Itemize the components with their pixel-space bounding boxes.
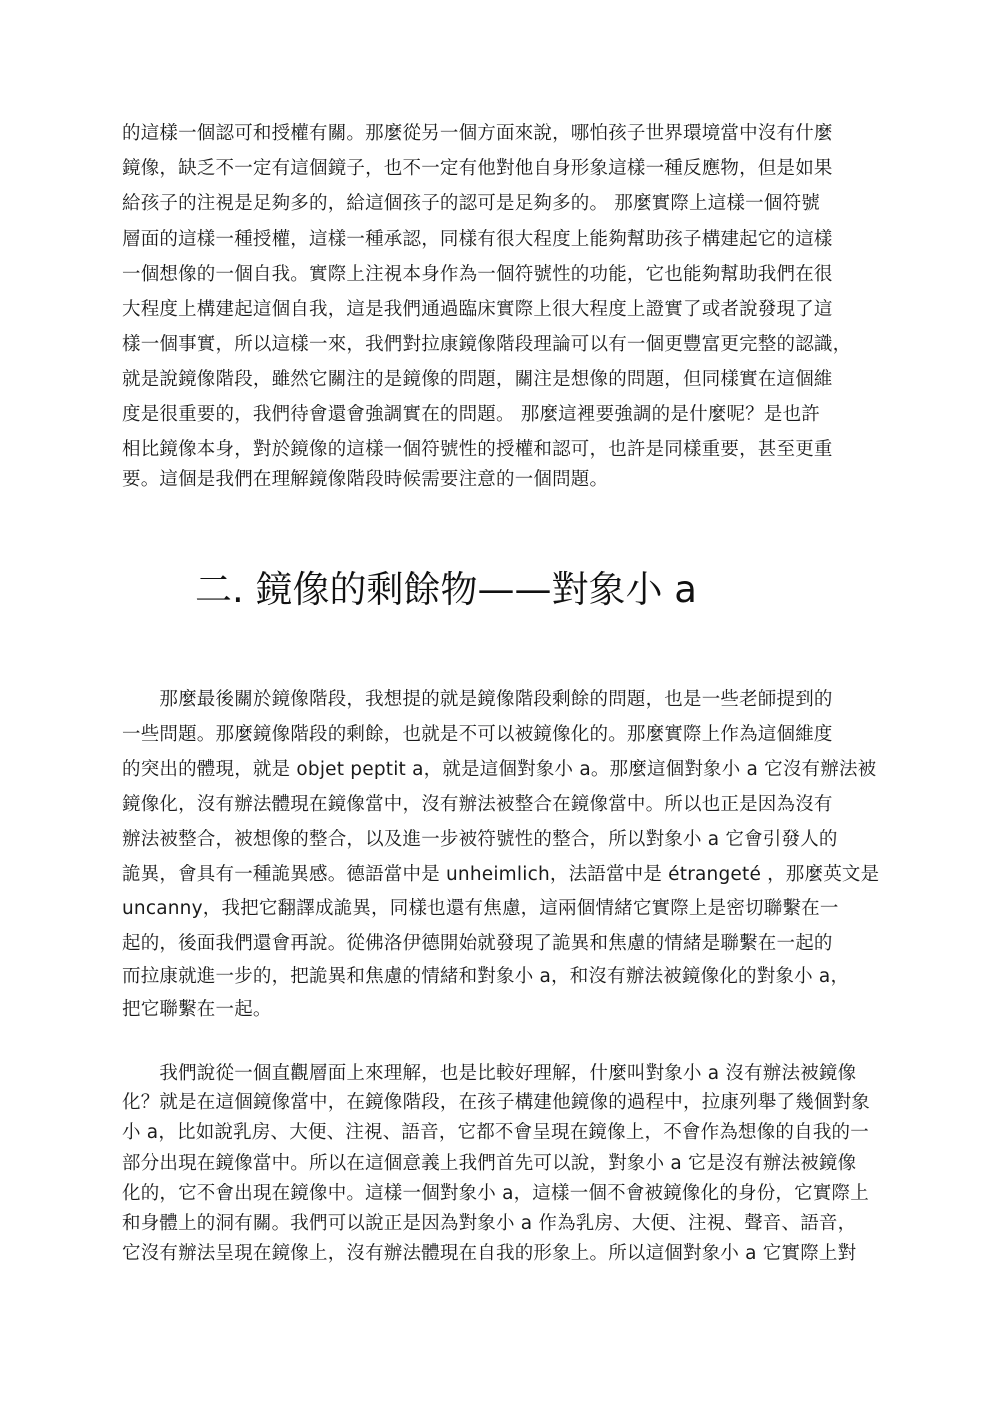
text-line: 鏡像，缺乏不一定有這個鏡子，也不一定有他對他自身形象這樣一種反應物，但是如果 bbox=[122, 158, 833, 179]
text-line: 就是說鏡像階段，雖然它關注的是鏡像的問題，關注是想像的問題，但同樣實在這個維 bbox=[122, 369, 833, 390]
text-line: 大程度上構建起這個自我，這是我們通過臨床實際上很大程度上證實了或者說發現了這 bbox=[122, 299, 833, 320]
text-line: 部分出現在鏡像當中。所以在這個意義上我們首先可以說，對象小 a 它是沒有辦法被鏡像 bbox=[122, 1153, 857, 1174]
text-line: 度是很重要的，我們待會還會強調實在的問題。 那麼這裡要強調的是什麼呢？是也許 bbox=[122, 404, 820, 425]
text-line: 那麼最後關於鏡像階段，我想提的就是鏡像階段剩餘的問題，也是一些老師提到的 bbox=[122, 689, 833, 710]
text-line: 它沒有辦法呈現在鏡像上，沒有辦法體現在自我的形象上。所以這個對象小 a 它實際上對 bbox=[122, 1243, 857, 1264]
text-line: 鏡像化，沒有辦法體現在鏡像當中，沒有辦法被整合在鏡像當中。所以也正是因為沒有 bbox=[122, 794, 833, 815]
text-line: 把它聯繫在一起。 bbox=[122, 999, 272, 1020]
text-line: 化？就是在這個鏡像當中，在鏡像階段，在孩子構建他鏡像的過程中，拉康列舉了幾個對象 bbox=[122, 1092, 871, 1113]
text-line: uncanny，我把它翻譯成詭異，同樣也還有焦慮，這兩個情緒它實際上是密切聯繫在一 bbox=[122, 898, 839, 919]
text-line: 樣一個事實，所以這樣一來，我們對拉康鏡像階段理論可以有一個更豐富更完整的認識， bbox=[122, 334, 852, 355]
text-line: 一些問題。那麼鏡像階段的剩餘，也就是不可以被鏡像化的。那麼實際上作為這個維度 bbox=[122, 724, 833, 745]
text-line: 化的，它不會出現在鏡像中。這樣一個對象小 a，這樣一個不會被鏡像化的身份，它實際上 bbox=[122, 1183, 869, 1204]
text-line: 的突出的體現，就是 objet peptit a，就是這個對象小 a。那麼這個對象小 a 它沒有辦法被 bbox=[122, 759, 877, 780]
text-line: 一個想像的一個自我。實際上注視本身作為一個符號性的功能，它也能夠幫助我們在很 bbox=[122, 264, 833, 285]
text-line: 的這樣一個認可和授權有關。那麼從另一個方面來說，哪怕孩子世界環境當中沒有什麼 bbox=[122, 123, 833, 144]
text-line: 要。這個是我們在理解鏡像階段時候需要注意的一個問題。 bbox=[122, 469, 609, 490]
text-line: 和身體上的洞有關。我們可以說正是因為對象小 a 作為乳房、大便、注視、聲音、語音， bbox=[122, 1213, 857, 1234]
text-line: 而拉康就進一步的，把詭異和焦慮的情緒和對象小 a，和沒有辦法被鏡像化的對象小 a， bbox=[122, 966, 850, 987]
text-line: 小 a，比如說乳房、大便、注視、語音，它都不會呈現在鏡像上，不會作為想像的自我的一 bbox=[122, 1122, 869, 1143]
text-line: 我們說從一個直觀層面上來理解，也是比較好理解，什麼叫對象小 a 沒有辦法被鏡像 bbox=[122, 1063, 857, 1084]
text-line: 辦法被整合，被想像的整合，以及進一步被符號性的整合，所以對象小 a 它會引發人的 bbox=[122, 829, 838, 850]
section-heading: 二. 鏡像的剩餘物——對象小 a bbox=[195, 568, 697, 611]
text-line: 相比鏡像本身，對於鏡像的這樣一個符號性的授權和認可，也許是同樣重要，甚至更重 bbox=[122, 439, 833, 460]
text-line: 詭異，會具有一種詭異感。德語當中是 unheimlich，法語當中是 étrangeté ，那麼英文是 bbox=[122, 864, 880, 885]
text-line: 給孩子的注視是足夠多的，給這個孩子的認可是足夠多的。 那麼實際上這樣一個符號 bbox=[122, 193, 820, 214]
text-line: 起的，後面我們還會再說。從佛洛伊德開始就發現了詭異和焦慮的情緒是聯繫在一起的 bbox=[122, 933, 833, 954]
text-line: 層面的這樣一種授權，這樣一種承認，同樣有很大程度上能夠幫助孩子構建起它的這樣 bbox=[122, 229, 833, 250]
